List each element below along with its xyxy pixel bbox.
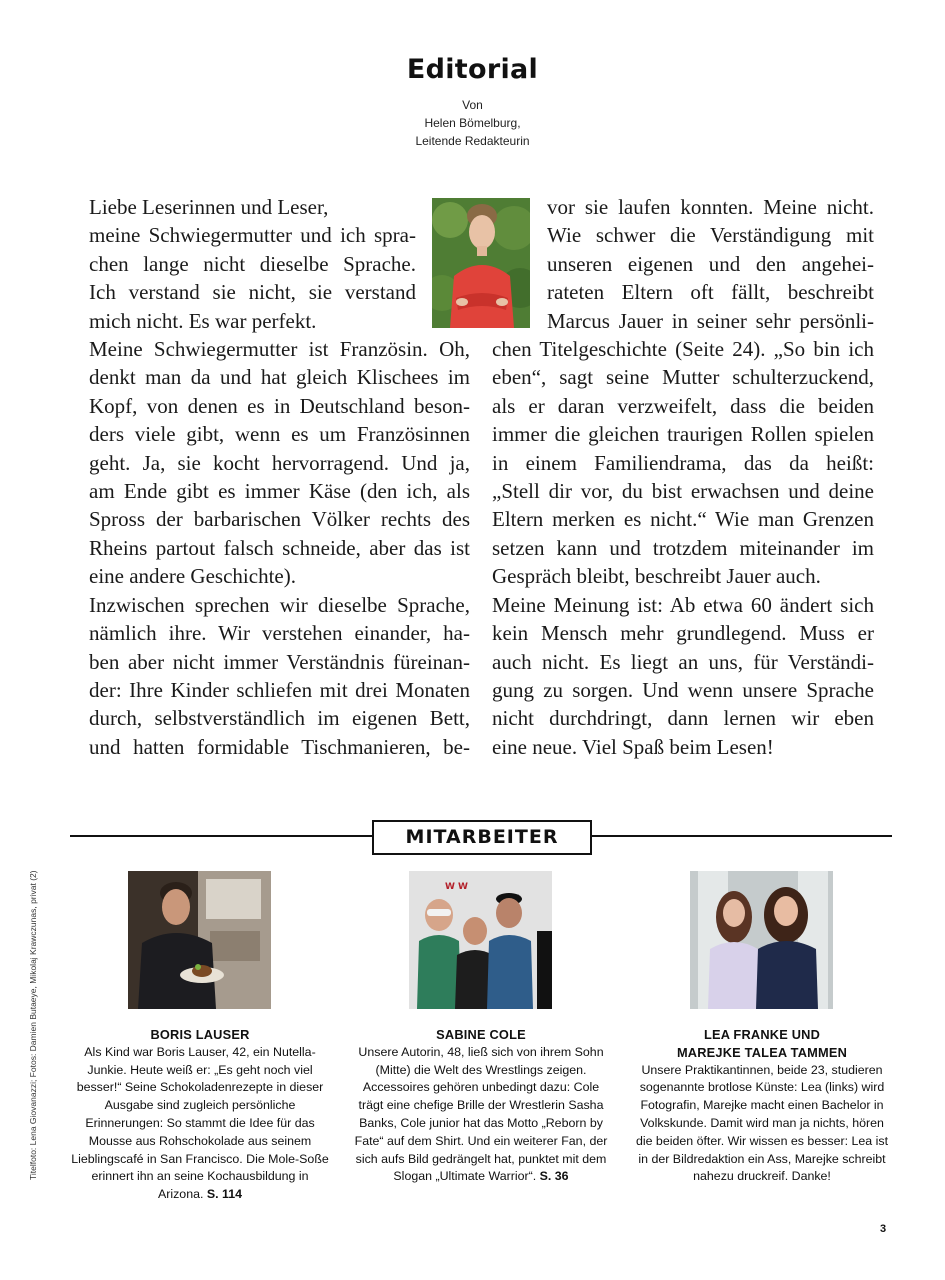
text-line: Spross der barbarischen Völker rechts des [89, 507, 470, 532]
text-line: mich nicht. Es war perfekt. [89, 308, 317, 333]
contributor-photo-lea-marejke [690, 871, 833, 1009]
text-line: Kopf, von denen es in Deutschland beson- [89, 393, 470, 418]
page-reference: S. 36 [539, 1169, 569, 1184]
contributor-bio: Unsere Autorin, 48, ließ sich von ihrem Sohn (Mitte) die Welt des Wrestlings zeigen. Accessoires gehören unbedingt dazu: Cole trägt eine chefige Brille der Wrestlerin Sasha Banks, Cole junior hat das Motto „Reborn by Fate“ auf dem Shirt. Und ein weiterer Fan, der sich aufs Bild gedrängelt hat, punktet mit dem Slogan „Ultimate Warrior“. S. 36 [354, 1044, 608, 1184]
text-line: Rheins partout falsch schneide, aber das ist [89, 535, 470, 560]
text-line: ders viele gibt, wenn es um Französinnen [89, 422, 470, 447]
photo-credit: Titelfoto: Lena Giovanazzi; Fotos: Damien Butaeye, Mikolaj Krawczunas, privat (2) [28, 870, 38, 1180]
text-line: Gespräch bleibt, beschreibt Jauer auch. [492, 564, 821, 589]
contributor-bio: Als Kind war Boris Lauser, 42, ein Nutella-Junkie. Heute weiß er: „Es geht noch viel besser!“ Seine Schokoladenrezepte in dieser Ausgabe sind zugleich persönliche Erinnerungen: So stammt die Idee für das Mousse aus Rohschokolade aus seinem Lieblingscafé in San Francisco. Die Mole-Soße erinnert ihn an seine Kochausbildung in Arizona. S. 114 [71, 1044, 329, 1202]
text-line: durch, selbstverständlich im eigenen Bett, [89, 706, 470, 731]
byline-role: Leitende Redakteurin [415, 134, 530, 148]
text-line: chen Titelgeschichte (Seite 24). „So bin ich [492, 337, 874, 362]
section-rule-left [70, 835, 373, 837]
byline [0, 96, 945, 150]
byline-author: Helen Bömelburg, [424, 116, 521, 130]
section-heading: MITARBEITER [372, 820, 592, 855]
byline-line: Von [462, 98, 483, 112]
page-title: Editorial [406, 54, 539, 85]
contributor-name: MAREJKE TALEA TAMMEN [676, 1044, 848, 1060]
text-line: Meine Schwiegermutter ist Französin. Oh, [89, 337, 470, 362]
text-line: Ich verstand sie nicht, sie verstand [89, 280, 416, 305]
section-rule-right [589, 835, 892, 837]
text-line: ben aber nicht immer Verständnis füreinan- [89, 649, 470, 674]
interns-photo-image [690, 871, 833, 1009]
text-line: chen lange nicht dieselbe Sprache. [89, 251, 416, 276]
page-reference: S. 114 [206, 1187, 243, 1202]
contributor-photo-boris [128, 871, 271, 1009]
text-line: denkt man da und hat gleich Klischees im [89, 365, 470, 390]
text-line: Inzwischen sprechen wir dieselbe Sprache, [89, 592, 470, 617]
text-line: setzen kann und trotzdem miteinander im [492, 535, 874, 560]
text-line: und hatten formidable Tischmanieren, be- [89, 734, 470, 759]
text-line: eine neue. Viel Spaß beim Lesen! [492, 734, 774, 759]
wrestling-photo-image [409, 871, 552, 1009]
contributor-bio: Unsere Praktikantinnen, beide 23, studieren sogenannte brotlose Künste: Lea (links) wird Fotografin, Marejke macht einen Bachelor in Volkskunde. Damit wird man ja nichts, hören die beiden öfter. Wir wissen es besser: Lea ist in der Bildredaktion ein Ass, Marejke schreibt nahezu druckreif. Danke! [635, 1062, 889, 1184]
text-line: rateten Eltern oft fällt, beschreibt [547, 280, 874, 305]
contributor-photo-sabine [409, 871, 552, 1009]
text-line: eben“, sagt seine Mutter schulterzuckend, [492, 365, 874, 390]
text-line: nämlich ihre. Wir verstehen einander, ha- [89, 621, 470, 646]
editorial-column-right [492, 193, 874, 761]
contributor-lea-marejke [631, 1026, 893, 1186]
contributor-boris [69, 1026, 331, 1204]
text-line: Meine Meinung ist: Ab etwa 60 ändert sich [492, 592, 874, 617]
text-line: in einem Familiendrama, das da heißt: [492, 450, 874, 475]
text-line: Eltern merken es nicht.“ Wie man Grenzen [492, 507, 874, 532]
text-line: nicht durchdringt, dann lernen wir eben [492, 706, 874, 731]
text-line: vor sie laufen konnten. Meine nicht. [547, 195, 874, 219]
text-line: „Stell dir vor, du bist erwachsen und deine [492, 479, 874, 504]
contributor-name: SABINE COLE [436, 1027, 526, 1042]
text-line: auch nicht. Es liegt an uns, für Verständi- [492, 649, 874, 674]
contributor-sabine [350, 1026, 612, 1186]
text-line: Wie schwer die Verständigung mit [547, 223, 874, 248]
svg-text:W W: W W [445, 882, 468, 892]
editorial-column-left [89, 193, 470, 761]
text-line: eine andere Geschichte). [89, 564, 296, 589]
contributor-name: LEA FRANKE UND [703, 1027, 821, 1042]
text-line: immer die gleichen traurigen Rollen spielen [492, 422, 874, 447]
text-line: Liebe Leserinnen und Leser, [89, 195, 329, 219]
page-number: 3 [880, 1223, 887, 1235]
text-line: meine Schwiegermutter und ich spra- [89, 223, 416, 248]
text-line: als er daran verzweifelt, dass die beiden [492, 393, 874, 418]
text-line: kein Mensch mehr grundlegend. Muss er [492, 621, 874, 646]
text-line: der: Ihre Kinder schliefen mit drei Monaten [89, 677, 470, 702]
chef-photo-image [128, 871, 271, 1009]
text-line: Marcus Jauer in seiner sehr persönli- [547, 308, 874, 333]
text-line: geht. Ja, sie kocht hervorragend. Und ja, [89, 450, 470, 475]
text-line: gung zu sorgen. Und wenn unsere Sprache [492, 677, 874, 702]
contributor-name: BORIS LAUSER [150, 1027, 250, 1042]
text-line: unseren eigenen und den angehei- [547, 251, 874, 276]
text-line: am Ende gibt es immer Käse (den ich, als [89, 479, 470, 504]
